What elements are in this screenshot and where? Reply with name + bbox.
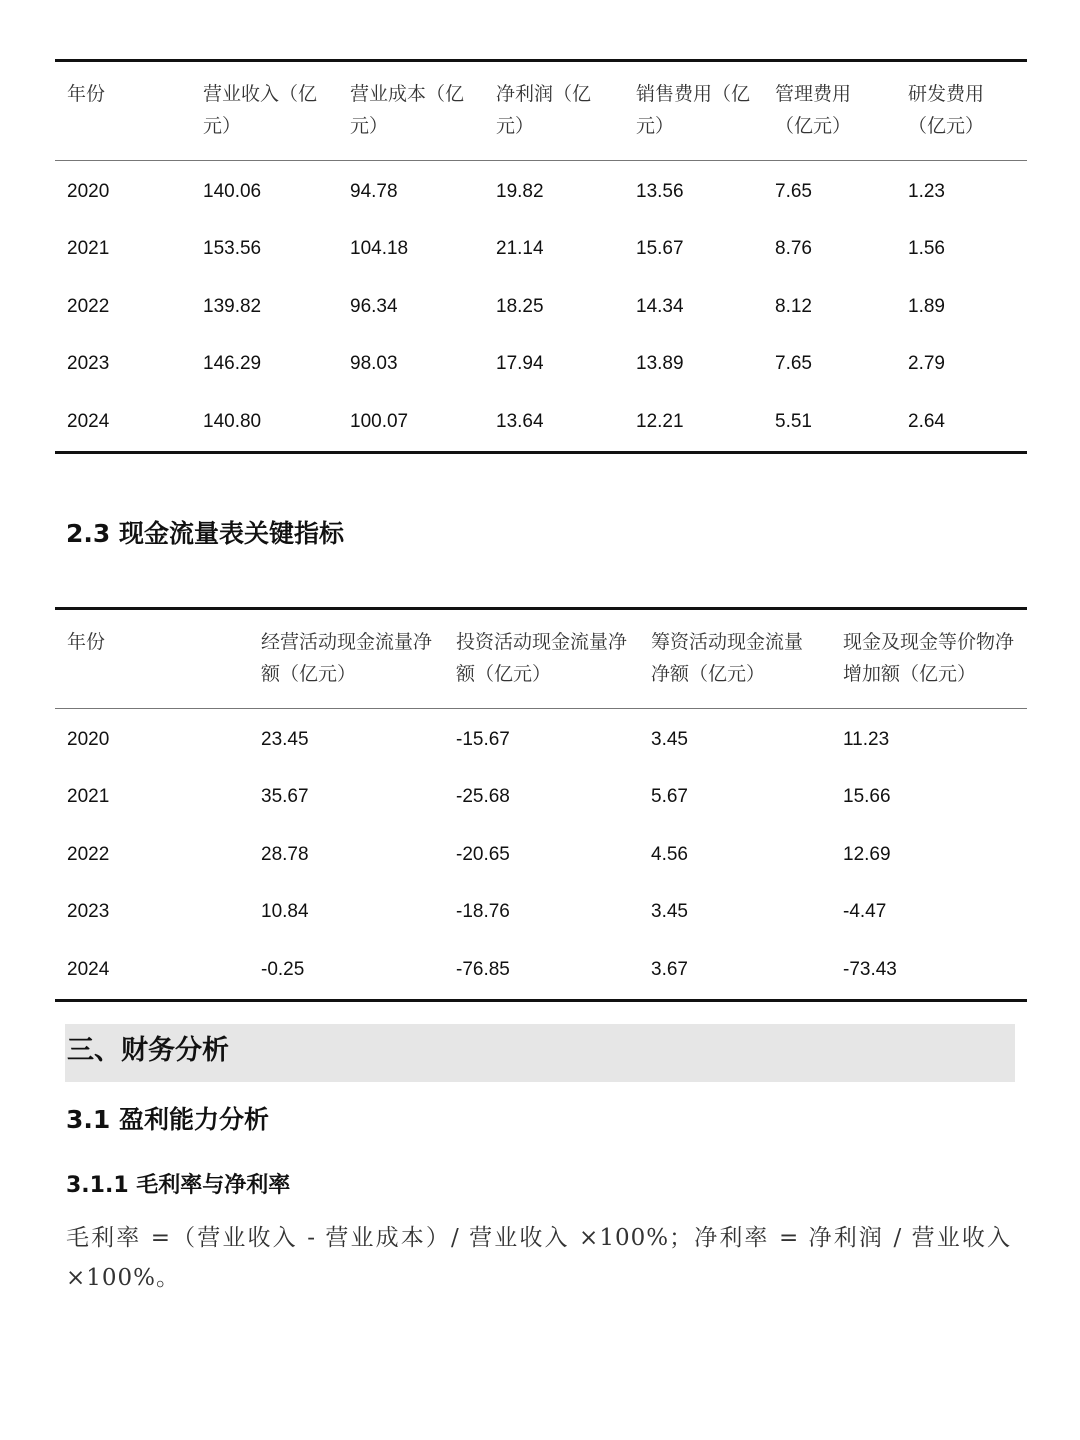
- table-cell: 28.78: [261, 843, 309, 865]
- column-header: 营业收入（亿元）: [191, 61, 338, 161]
- table-row: [55, 393, 1027, 452]
- table-cell: 2020: [67, 728, 110, 750]
- table-cell: 23.45: [261, 728, 309, 750]
- table-cell: -25.68: [456, 786, 510, 808]
- table-cell: 3.45: [651, 901, 688, 923]
- table-cell: 146.29: [203, 353, 262, 375]
- table-cell: 15.67: [636, 238, 684, 260]
- table-cell: 3.67: [639, 941, 831, 1000]
- column-header: 年份: [55, 61, 191, 161]
- table-cell: 98.03: [350, 353, 398, 375]
- table-cell: 15.66: [843, 786, 891, 808]
- margin-formula-paragraph: 毛利率 =（营业收入 - 营业成本）/ 营业收入 ×100%；净利率 = 净利润 / 营业收入 ×100%。: [66, 1225, 1011, 1291]
- table-cell: 2024: [55, 941, 249, 1000]
- table-cell: 7.65: [775, 353, 812, 375]
- table-cell: 3.45: [651, 728, 688, 750]
- table-cell: 4.56: [651, 843, 688, 865]
- column-header: 投资活动现金流量净额（亿元）: [444, 609, 639, 709]
- financial-analysis-section-band: [65, 1024, 1015, 1082]
- column-header: 营业成本（亿元）: [338, 61, 484, 161]
- table-cell: -73.43: [831, 941, 1027, 1000]
- table-cell: 35.67: [261, 786, 309, 808]
- table-cell: 2022: [67, 295, 110, 317]
- table-cell: 2021: [67, 238, 110, 260]
- table-cell: 1.56: [908, 238, 945, 260]
- table-row: [55, 884, 1027, 942]
- table-row: [55, 336, 1027, 394]
- table-cell: 94.78: [350, 180, 398, 202]
- column-header: 销售费用（亿元）: [624, 61, 763, 161]
- table-cell: 139.82: [203, 295, 262, 317]
- table-cell: 19.82: [496, 180, 544, 202]
- table-cell: 2.64: [896, 393, 1027, 452]
- table-cell: 8.12: [775, 295, 812, 317]
- table-cell: 8.76: [775, 238, 812, 260]
- table-cell: 5.67: [651, 786, 688, 808]
- table-cell: 100.07: [338, 393, 484, 452]
- table-cell: 2022: [67, 843, 110, 865]
- table-cell: 11.23: [843, 728, 890, 750]
- table-row: [55, 769, 1027, 827]
- financial-analysis-heading: 三、财务分析: [67, 1035, 229, 1066]
- table-cell: -76.85: [444, 941, 639, 1000]
- table-cell: 140.80: [191, 393, 338, 452]
- table-cell: -4.47: [843, 901, 887, 923]
- table-cell: 140.06: [203, 180, 262, 202]
- table-cell: 2020: [67, 180, 110, 202]
- table-cell: 21.14: [496, 238, 544, 260]
- table-cell: 5.51: [763, 393, 896, 452]
- table-row: [55, 161, 1027, 221]
- column-header: 年份: [55, 609, 249, 709]
- table-cell: 7.65: [775, 180, 812, 202]
- table-cell: 2023: [67, 901, 110, 923]
- table-cell: 13.89: [636, 353, 684, 375]
- column-header: 现金及现金等价物净增加额（亿元）: [831, 609, 1027, 709]
- table-row: [55, 278, 1027, 336]
- table-cell: 96.34: [350, 295, 398, 317]
- table-cell: 104.18: [350, 238, 409, 260]
- table-cell: 10.84: [261, 901, 309, 923]
- table-cell: 2021: [67, 786, 110, 808]
- table-cell: -20.65: [456, 843, 510, 865]
- table-cell: 153.56: [203, 238, 262, 260]
- table-header-row: [55, 609, 1027, 709]
- table-cell: -15.67: [456, 728, 510, 750]
- income-statement-table: [55, 59, 1027, 454]
- table-cell: 12.21: [624, 393, 763, 452]
- table-header-row: [55, 61, 1027, 161]
- table-cell: 18.25: [496, 295, 544, 317]
- table-cell: 14.34: [636, 295, 684, 317]
- table-row: [55, 221, 1027, 279]
- table-cell: 2023: [67, 353, 110, 375]
- table-row: [55, 826, 1027, 884]
- table-cell: 13.56: [636, 180, 684, 202]
- table-cell: 2.79: [908, 353, 945, 375]
- table-cell: 17.94: [496, 353, 544, 375]
- table-cell: -18.76: [456, 901, 510, 923]
- column-header: 筹资活动现金流量净额（亿元）: [639, 609, 831, 709]
- table-cell: -0.25: [249, 941, 444, 1000]
- cash-flow-section-heading: 2.3 现金流量表关键指标: [66, 519, 344, 548]
- profitability-heading: 3.1 盈利能力分析: [66, 1105, 269, 1134]
- table-cell: 1.89: [908, 295, 945, 317]
- table-cell: 12.69: [843, 843, 891, 865]
- column-header: 净利润（亿元）: [484, 61, 624, 161]
- table-cell: 2024: [55, 393, 191, 452]
- table-cell: 1.23: [908, 180, 945, 202]
- cash-flow-table: [55, 607, 1027, 1002]
- column-header: 研发费用（亿元）: [896, 61, 1027, 161]
- table-row: [55, 941, 1027, 1000]
- table-cell: 13.64: [484, 393, 624, 452]
- margin-subheading: 3.1.1 毛利率与净利率: [66, 1173, 291, 1198]
- column-header: 管理费用（亿元）: [763, 61, 896, 161]
- column-header: 经营活动现金流量净额（亿元）: [249, 609, 444, 709]
- table-row: [55, 709, 1027, 769]
